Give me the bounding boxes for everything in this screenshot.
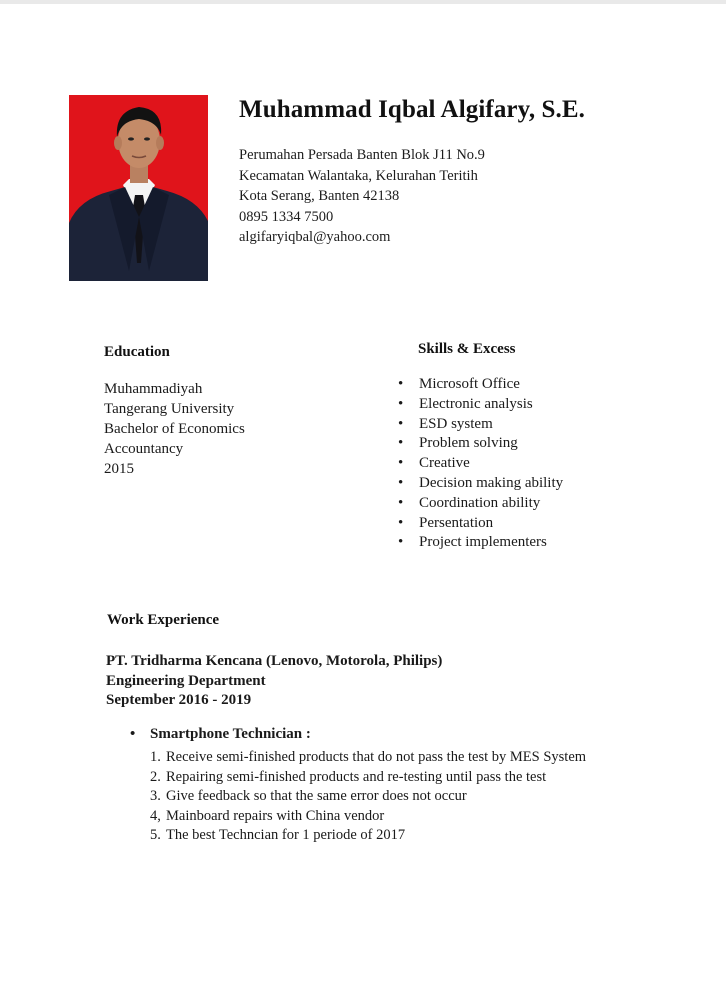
skill-item: • Problem solving <box>398 435 518 452</box>
skill-item: • Creative <box>398 455 470 472</box>
employment-period: September 2016 - 2019 <box>106 692 252 708</box>
role-bullet: • <box>130 726 136 742</box>
skills-list <box>396 375 563 553</box>
company-name: PT. Tridharma Kencana (Lenovo, Motorola, Philips) <box>106 653 443 669</box>
skill-item: • Project implementers <box>398 534 547 551</box>
skill-item: • Decision making ability <box>398 474 564 491</box>
profile-photo <box>69 95 208 281</box>
skill-item: • Persentation <box>398 514 494 531</box>
skill-item: • ESD system <box>398 415 493 432</box>
education-line: Tangerang University <box>104 401 235 417</box>
task-item: 3. Give feedback so that the same error does not occur <box>150 788 467 804</box>
portrait-illustration <box>69 95 208 281</box>
employer-block <box>106 652 442 711</box>
top-border <box>0 0 726 4</box>
education-heading: Education <box>104 344 170 360</box>
role-title: Smartphone Technician : <box>150 726 311 742</box>
phone-number: 0895 1334 7500 <box>239 208 334 225</box>
education-line: Bachelor of Economics <box>104 421 245 437</box>
job-role <box>130 726 311 743</box>
education-line: Accountancy <box>104 441 184 457</box>
task-item: 2. Repairing semi-finished products and re-testing until pass the test <box>150 768 547 785</box>
education-line: Muhammadiyah <box>104 381 203 397</box>
address-line: Kota Serang, Banten 42138 <box>239 188 400 204</box>
task-item: 5. The best Techncian for 1 periode of 2017 <box>150 827 406 843</box>
contact-block <box>239 145 485 248</box>
email-address: algifaryiqbal@yahoo.com <box>239 229 391 245</box>
education-line: 2015 <box>104 461 134 477</box>
skills-heading: Skills & Excess <box>418 341 516 357</box>
skill-item: • Electronic analysis <box>398 395 533 412</box>
applicant-name: Muhammad Iqbal Algifary, S.E. <box>239 96 586 123</box>
education-details <box>104 379 245 479</box>
task-list <box>150 748 630 846</box>
task-item: 4, Mainboard repairs with China vendor <box>150 807 385 824</box>
task-item: 1. Receive semi-finished products that do not pass the test by MES System <box>150 749 587 765</box>
address-line: Perumahan Persada Banten Blok J11 No.9 <box>239 147 485 163</box>
department-name: Engineering Department <box>106 672 266 689</box>
skill-item: • Microsoft Office <box>398 376 520 392</box>
skill-item: • Coordination ability <box>398 494 541 511</box>
address-line: Kecamatan Walantaka, Kelurahan Teritih <box>239 167 478 184</box>
work-experience-heading: Work Experience <box>107 612 220 628</box>
